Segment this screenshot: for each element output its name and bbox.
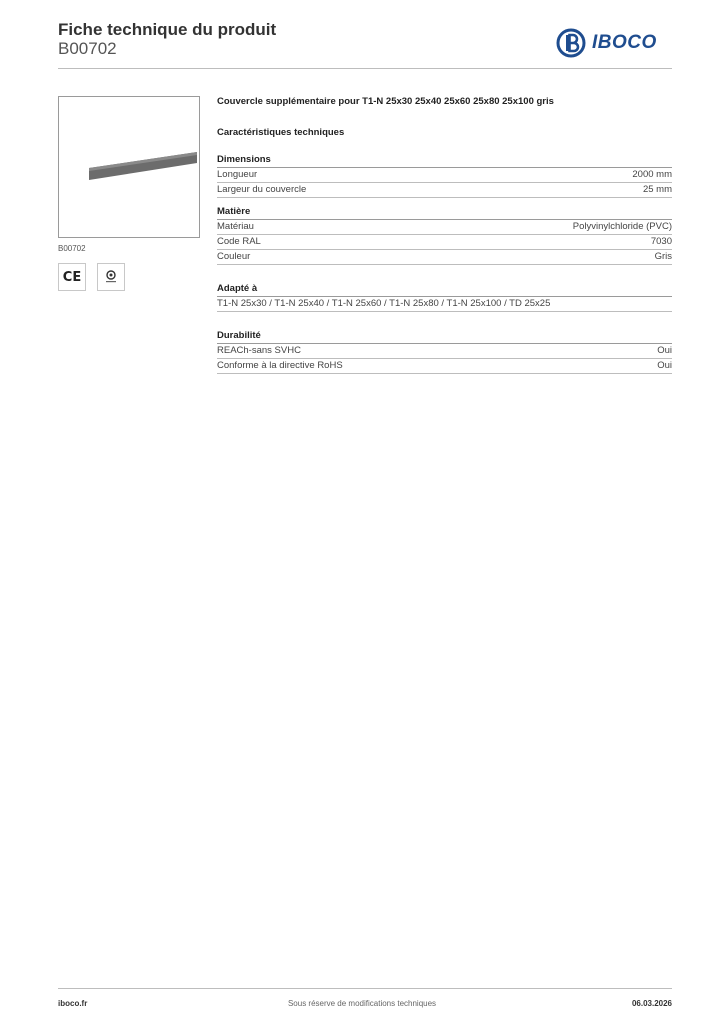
product-image: [58, 96, 200, 238]
spec-row: [217, 344, 672, 359]
logo-text: IBOCO: [592, 32, 657, 53]
spec-label: Matériau: [217, 221, 254, 232]
brand-logo: [556, 28, 674, 58]
footer-website-link[interactable]: iboco.fr: [58, 999, 88, 1008]
certification-mark-icon: [102, 268, 120, 286]
spec-label: Couleur: [217, 251, 251, 262]
compatibility-row: [217, 297, 672, 312]
spec-value: 7030: [650, 236, 672, 247]
header-divider: [58, 68, 672, 69]
spec-label: Conforme à la directive RoHS: [217, 360, 343, 371]
spec-row: [217, 168, 672, 183]
spec-value: Oui: [657, 360, 672, 371]
specs-heading: Caractéristiques techniques: [217, 127, 345, 138]
iboco-logo-icon: [556, 28, 586, 58]
spec-row: [217, 250, 672, 265]
adapte-heading: Adapté à: [217, 283, 258, 294]
spec-row: [217, 220, 672, 235]
image-caption: B00702: [58, 244, 86, 253]
product-title: Couvercle supplémentaire pour T1-N 25x30 25x40 25x60 25x80 25x100 gris: [217, 96, 554, 107]
spec-row: [217, 183, 672, 198]
dimensions-heading: Dimensions: [217, 154, 271, 165]
spec-value: 2000 mm: [632, 169, 672, 180]
certification-icon: [97, 263, 125, 291]
product-details: [217, 96, 672, 374]
durabilite-heading: Durabilité: [217, 330, 261, 341]
spec-value: Oui: [657, 345, 672, 356]
spec-label: Code RAL: [217, 236, 261, 247]
spec-row: [217, 235, 672, 250]
compatibility-text: T1-N 25x30 / T1-N 25x40 / T1-N 25x60 / T1-N 25x80 / T1-N 25x100 / TD 25x25: [217, 298, 551, 309]
spec-label: REACh-sans SVHC: [217, 345, 301, 356]
spec-value: 25 mm: [642, 184, 672, 195]
page-title: Fiche technique du produit: [58, 20, 277, 39]
spec-value: Gris: [654, 251, 672, 262]
matiere-heading: Matière: [217, 206, 251, 217]
footer-date: 06.03.2026: [631, 999, 672, 1008]
footer-divider: [58, 988, 672, 989]
spec-row: [217, 359, 672, 374]
cover-strip-image: [59, 97, 199, 237]
spec-label: Largeur du couvercle: [217, 184, 307, 195]
product-code: B00702: [58, 39, 117, 58]
spec-value: Polyvinylchloride (PVC): [572, 221, 672, 232]
ce-mark-icon: CE: [58, 263, 86, 291]
spec-label: Longueur: [217, 169, 258, 180]
footer-disclaimer: Sous réserve de modifications techniques: [287, 999, 437, 1008]
